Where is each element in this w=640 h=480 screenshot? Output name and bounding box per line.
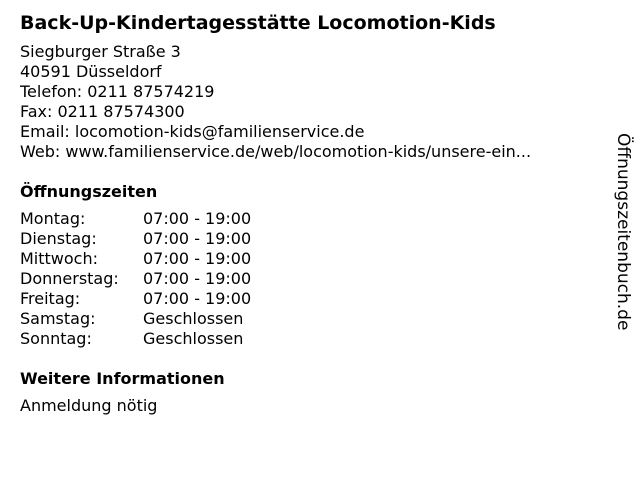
hours-day: Donnerstag: bbox=[20, 269, 119, 288]
hours-time: Geschlossen bbox=[143, 329, 244, 348]
hours-time: 07:00 - 19:00 bbox=[143, 269, 252, 288]
hours-row-monday bbox=[20, 209, 600, 229]
business-card bbox=[20, 10, 600, 416]
address-street: Siegburger Straße 3 bbox=[20, 42, 181, 61]
address-city: 40591 Düsseldorf bbox=[20, 62, 162, 81]
hours-time: 07:00 - 19:00 bbox=[143, 249, 252, 268]
fax-number: Fax: 0211 87574300 bbox=[20, 102, 185, 121]
hours-time: 07:00 - 19:00 bbox=[143, 229, 252, 248]
hours-day: Samstag: bbox=[20, 309, 96, 328]
hours-row-friday bbox=[20, 289, 600, 309]
opening-hours-heading: Öffnungszeiten bbox=[20, 182, 158, 201]
phone-number: Telefon: 0211 87574219 bbox=[20, 82, 215, 101]
business-name: Back-Up-Kindertagesstätte Locomotion-Kids bbox=[20, 12, 496, 34]
opening-hours-table bbox=[20, 209, 600, 349]
further-info-heading: Weitere Informationen bbox=[20, 369, 225, 388]
hours-time: 07:00 - 19:00 bbox=[143, 289, 252, 308]
hours-time: Geschlossen bbox=[143, 309, 244, 328]
hours-day: Freitag: bbox=[20, 289, 81, 308]
hours-day: Mittwoch: bbox=[20, 249, 98, 268]
hours-day: Dienstag: bbox=[20, 229, 97, 248]
hours-row-thursday bbox=[20, 269, 600, 289]
hours-day: Montag: bbox=[20, 209, 86, 228]
hours-row-sunday bbox=[20, 329, 600, 349]
hours-day: Sonntag: bbox=[20, 329, 92, 348]
hours-row-saturday bbox=[20, 309, 600, 329]
hours-row-tuesday bbox=[20, 229, 600, 249]
further-info-text: Anmeldung nötig bbox=[20, 396, 158, 415]
website-url: Web: www.familienservice.de/web/locomotion-kids/unsere-ein... bbox=[20, 142, 532, 161]
site-watermark: Öffnungszeitenbuch.de bbox=[613, 133, 633, 331]
hours-time: 07:00 - 19:00 bbox=[143, 209, 252, 228]
hours-row-wednesday bbox=[20, 249, 600, 269]
email-address: Email: locomotion-kids@familienservice.de bbox=[20, 122, 365, 141]
